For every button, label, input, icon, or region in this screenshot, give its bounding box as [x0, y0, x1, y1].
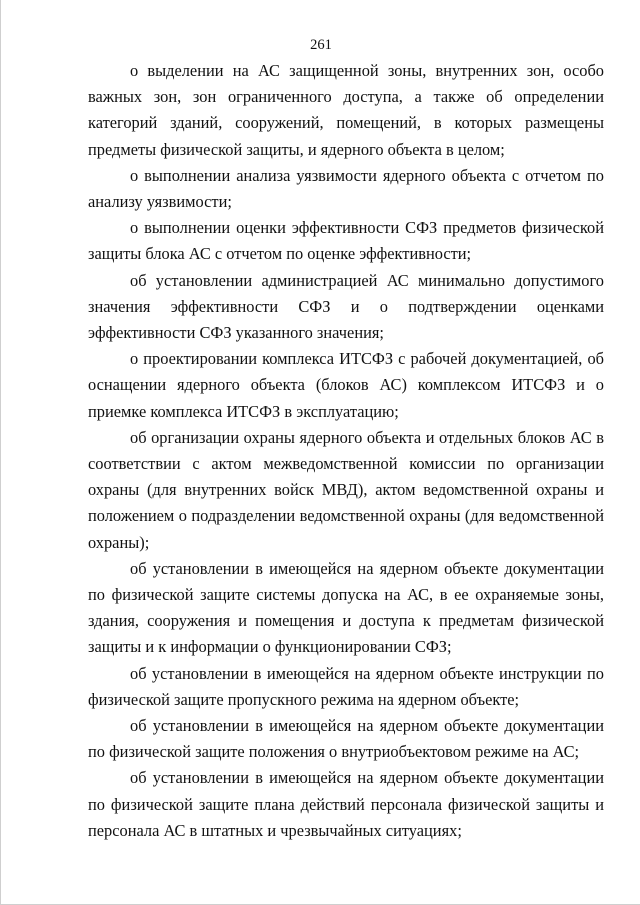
paragraph: об установлении в имеющейся на ядерном объекте документации по физической защите плана действий персонала физической защиты и персонала АС в штатных и чрезвычайных ситуациях;	[88, 768, 604, 840]
paragraph: об установлении в имеющейся на ядерном объекте документации по физической защите системы допуска на АС, в ее охраняемые зоны, здания, сооружения и помещения и доступа к предметам физической защиты и к информации о функционировании СФЗ;	[88, 558, 604, 657]
paragraph: об установлении администрацией АС минимально допустимого значения эффективности СФЗ и о подтверждении оценками эффективности СФЗ указанного значения;	[88, 270, 604, 343]
paragraph: об организации охраны ядерного объекта и отдельных блоков АС в соответствии с актом межведомственной комиссии по организации охраны (для внутренних войск МВД), актом ведомственной охраны и положением о подразделении ведомственной охраны (для ведомственной охраны);	[88, 427, 604, 552]
paragraph: о выделении на АС защищенной зоны, внутренних зон, особо важных зон, зон ограниченного доступа, а также об определении категорий зданий, сооружений, помещений, в которых размещены предметы физической защиты, и ядерного объекта в целом;	[88, 61, 604, 159]
body-text	[88, 58, 604, 844]
paragraph: об установлении в имеющейся на ядерном объекте документации по физической защите положения о внутриобъектовом режиме на АС;	[88, 716, 604, 762]
paragraph: о выполнении оценки эффективности СФЗ предметов физической защиты блока АС с отчетом по оценке эффективности;	[88, 218, 604, 264]
paragraph: об установлении в имеющейся на ядерном объекте инструкции по физической защите пропускного режима на ядерном объекте;	[88, 663, 604, 709]
page-number: 261	[310, 37, 332, 53]
paragraph: о выполнении анализа уязвимости ядерного объекта с отчетом по анализу уязвимости;	[88, 165, 604, 212]
paragraph: о проектировании комплекса ИТСФЗ с рабочей документацией, об оснащении ядерного объекта (блоков АС) комплексом ИТСФЗ и о приемке комплекса ИТСФЗ в эксплуатацию;	[88, 349, 604, 421]
